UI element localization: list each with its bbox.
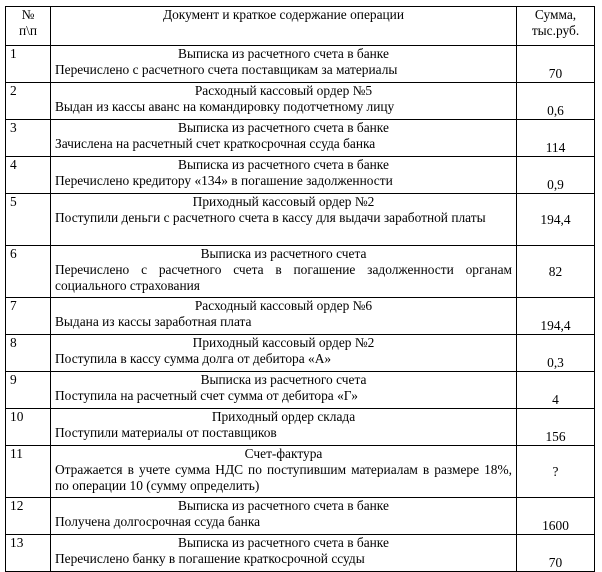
- table-row: [6, 498, 595, 535]
- row-number: 7: [6, 298, 51, 335]
- table-row: [6, 83, 595, 120]
- row-doc-title: Счет-фактура: [244, 446, 323, 461]
- row-sum: 4: [517, 372, 595, 409]
- table-row: [6, 246, 595, 298]
- row-sum: 194,4: [517, 194, 595, 246]
- header-sum-line1: Сумма,: [534, 7, 577, 22]
- header-number: [6, 7, 51, 46]
- table-row: [6, 446, 595, 498]
- row-sum: 0,6: [517, 83, 595, 120]
- table-row: [6, 157, 595, 194]
- table-row: [6, 535, 595, 572]
- row-doc-description: Поступили материалы от поставщиков: [55, 425, 277, 440]
- table-row: [6, 194, 595, 246]
- table-row: [6, 409, 595, 446]
- operations-table: [5, 6, 595, 572]
- row-doc-description: Поступила в кассу сумма долга от дебитора «А»: [55, 351, 332, 366]
- row-document: [51, 298, 517, 335]
- row-number: 11: [6, 446, 51, 498]
- table-row: [6, 335, 595, 372]
- row-document: [51, 194, 517, 246]
- row-document: [51, 535, 517, 572]
- row-doc-title: Приходный кассовый ордер №2: [192, 194, 375, 209]
- row-doc-title: Приходный кассовый ордер №2: [192, 335, 375, 350]
- table-row: [6, 46, 595, 83]
- row-doc-description: Получена долгосрочная ссуда банка: [55, 514, 261, 529]
- table-row: [6, 372, 595, 409]
- row-document: [51, 372, 517, 409]
- row-number: 4: [6, 157, 51, 194]
- row-doc-title: Расходный кассовый ордер №5: [194, 83, 373, 98]
- row-doc-title: Выписка из расчетного счета: [200, 372, 367, 387]
- row-sum: 82: [517, 246, 595, 298]
- row-doc-description: Перечислено кредитору «134» в погашение задолженности: [55, 173, 393, 188]
- row-sum: 156: [517, 409, 595, 446]
- row-document: [51, 83, 517, 120]
- row-document: [51, 246, 517, 298]
- row-doc-description: Выдан из кассы аванс на командировку подотчетному лицу: [55, 99, 395, 114]
- header-sum: [517, 7, 595, 46]
- row-sum: 194,4: [517, 298, 595, 335]
- row-number: 3: [6, 120, 51, 157]
- row-number: 9: [6, 372, 51, 409]
- row-document: [51, 409, 517, 446]
- row-doc-description: Перечислено банку в погашение краткосрочной ссуды: [55, 551, 365, 566]
- row-document: [51, 335, 517, 372]
- row-doc-title: Выписка из расчетного счета в банке: [178, 157, 389, 172]
- header-sum-line2: тыс.руб.: [531, 23, 580, 38]
- row-doc-title: Приходный ордер склада: [211, 409, 356, 424]
- header-number-line2: п\п: [18, 23, 38, 38]
- row-sum: 0,9: [517, 157, 595, 194]
- row-sum: 70: [517, 46, 595, 83]
- row-number: 1: [6, 46, 51, 83]
- row-doc-title: Выписка из расчетного счета в банке: [178, 535, 389, 550]
- row-doc-description: Перечислено с расчетного счета поставщикам за материалы: [55, 62, 398, 77]
- header-document: Документ и краткое содержание операции: [51, 7, 517, 46]
- table-header-row: [6, 7, 595, 46]
- table-row: [6, 120, 595, 157]
- row-doc-description: Выдана из кассы заработная плата: [55, 314, 252, 329]
- row-doc-title: Расходный кассовый ордер №6: [194, 298, 373, 313]
- row-doc-description: Поступила на расчетный счет сумма от дебитора «Г»: [55, 388, 358, 403]
- row-doc-description: Отражается в учете сумма НДС по поступившим материалам в размере 18%, по операции 10 (сумму определить): [55, 462, 512, 493]
- row-doc-title: Выписка из расчетного счета в банке: [178, 498, 389, 513]
- row-doc-title: Выписка из расчетного счета в банке: [178, 46, 389, 61]
- row-number: 8: [6, 335, 51, 372]
- row-document: [51, 120, 517, 157]
- row-doc-description: Перечислено с расчетного счета в погашение задолженности органам социального страхования: [55, 262, 512, 293]
- row-number: 5: [6, 194, 51, 246]
- row-document: [51, 46, 517, 83]
- row-sum: 0,3: [517, 335, 595, 372]
- row-doc-title: Выписка из расчетного счета в банке: [178, 120, 389, 135]
- table-row: [6, 298, 595, 335]
- row-number: 12: [6, 498, 51, 535]
- row-document: [51, 157, 517, 194]
- row-number: 13: [6, 535, 51, 572]
- row-doc-description: Зачислена на расчетный счет краткосрочная ссуда банка: [55, 136, 376, 151]
- header-number-line1: №: [21, 7, 35, 22]
- row-number: 10: [6, 409, 51, 446]
- row-document: [51, 446, 517, 498]
- row-sum: 70: [517, 535, 595, 572]
- row-number: 6: [6, 246, 51, 298]
- row-sum: ?: [517, 446, 595, 498]
- row-document: [51, 498, 517, 535]
- row-doc-description: Поступили деньги с расчетного счета в кассу для выдачи заработной платы: [55, 210, 486, 225]
- row-sum: 1600: [517, 498, 595, 535]
- row-sum: 114: [517, 120, 595, 157]
- row-number: 2: [6, 83, 51, 120]
- row-doc-title: Выписка из расчетного счета: [200, 246, 367, 261]
